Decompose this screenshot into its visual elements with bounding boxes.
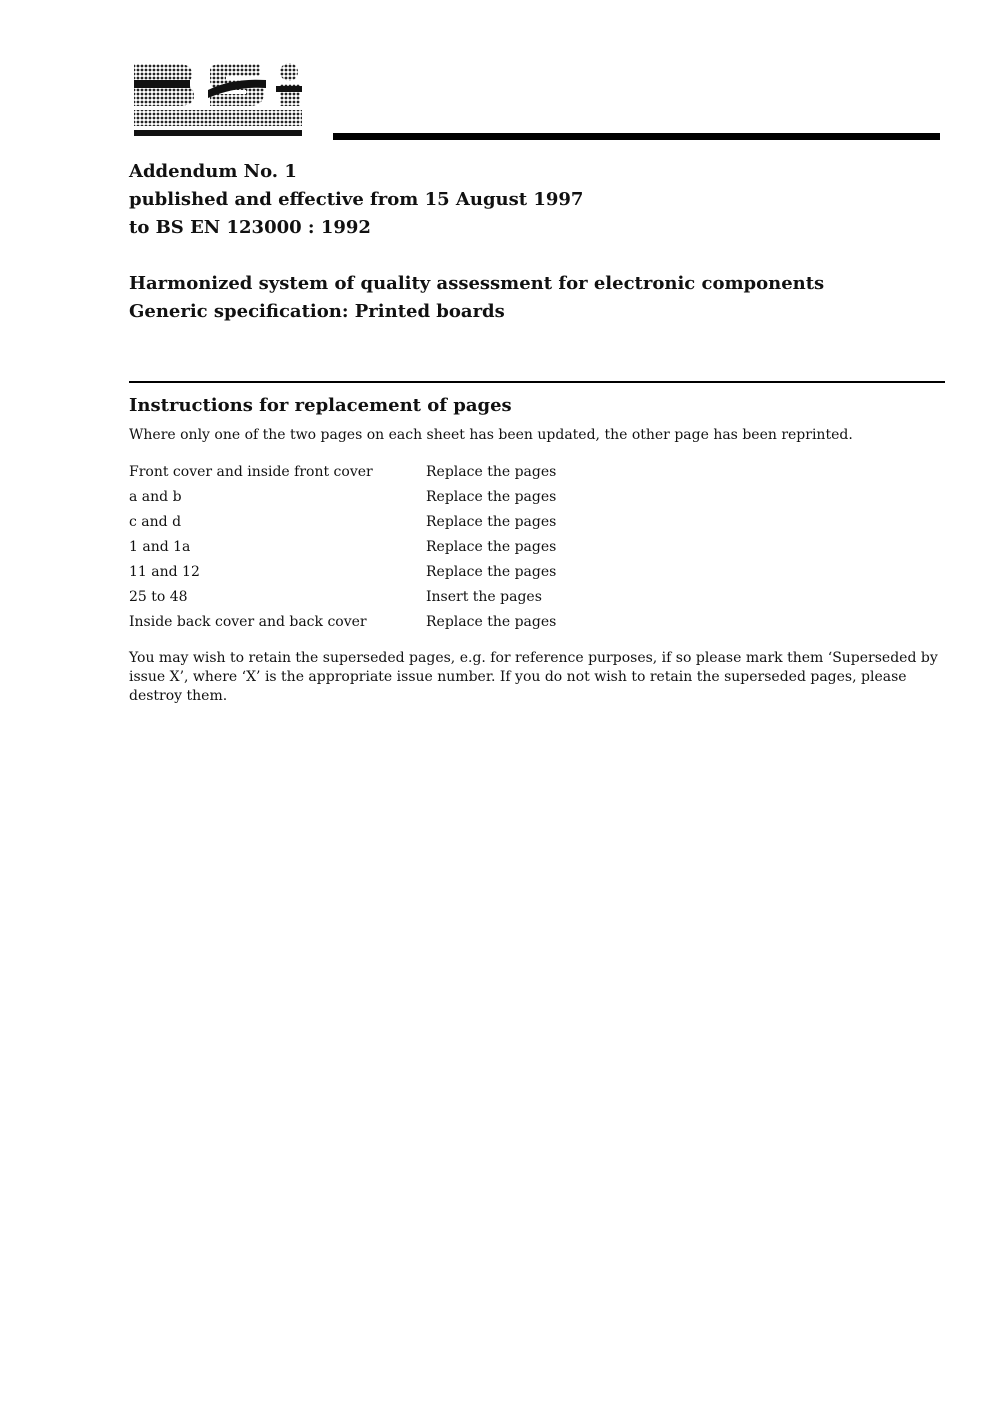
- row-pages: Inside back cover and back cover: [129, 614, 367, 630]
- row-pages: 25 to 48: [129, 589, 188, 605]
- document-title: [129, 270, 824, 326]
- table-row: [129, 487, 726, 512]
- instructions-intro: Where only one of the two pages on each sheet has been updated, the other page has been reprinted.: [129, 427, 853, 443]
- table-row: [129, 537, 726, 562]
- title-line-2: Generic specification: Printed boards: [129, 301, 505, 322]
- bsi-logo: [132, 60, 304, 140]
- row-action: Replace the pages: [426, 514, 557, 530]
- instructions-heading: Instructions for replacement of pages: [129, 395, 512, 416]
- replacement-table: [129, 462, 726, 637]
- header-rule: [333, 133, 940, 140]
- row-pages: 1 and 1a: [129, 539, 191, 555]
- table-row: [129, 612, 726, 637]
- row-pages: c and d: [129, 514, 182, 530]
- title-line-1: Harmonized system of quality assessment for electronic components: [129, 273, 825, 294]
- addendum-number: Addendum No. 1: [129, 161, 297, 182]
- row-action: Insert the pages: [426, 589, 542, 605]
- table-row: [129, 462, 726, 487]
- row-pages: a and b: [129, 489, 182, 505]
- standard-reference: to BS EN 123000 : 1992: [129, 217, 371, 238]
- table-row: [129, 512, 726, 537]
- publication-date: published and effective from 15 August 1997: [129, 189, 584, 210]
- table-row: [129, 562, 726, 587]
- addendum-heading: [129, 158, 583, 242]
- row-action: Replace the pages: [426, 564, 557, 580]
- row-action: Replace the pages: [426, 539, 557, 555]
- row-action: Replace the pages: [426, 489, 557, 505]
- table-row: [129, 587, 726, 612]
- section-divider: [129, 381, 945, 383]
- retention-note: You may wish to retain the superseded pages, e.g. for reference purposes, if so please mark them ‘Superseded by issue X’, where ‘X’ is the appropriate issue number. If you do not wish to retain the superseded pages, please destroy them.: [129, 650, 938, 704]
- row-action: Replace the pages: [426, 614, 557, 630]
- row-pages: Front cover and inside front cover: [129, 464, 373, 480]
- row-action: Replace the pages: [426, 464, 557, 480]
- row-pages: 11 and 12: [129, 564, 200, 580]
